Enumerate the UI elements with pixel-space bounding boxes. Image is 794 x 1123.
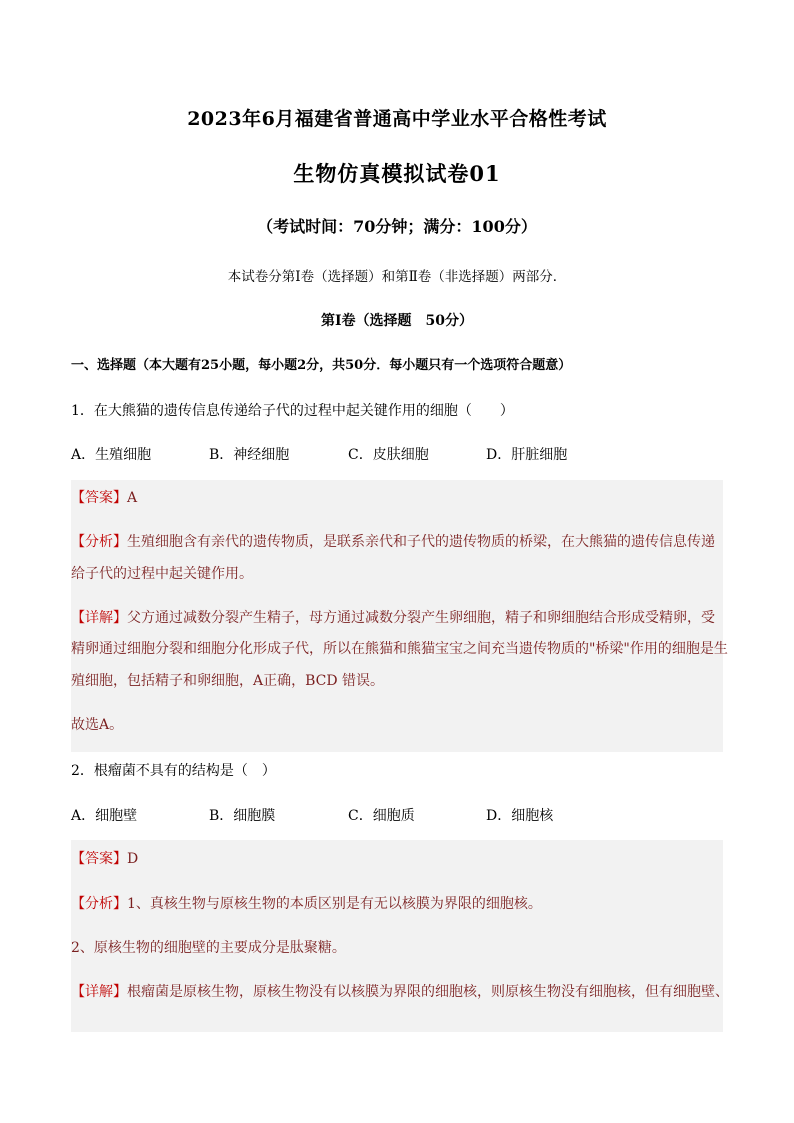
question-2-solution — [71, 840, 729, 1032]
paper-title: 生物仿真模拟试卷01 — [293, 161, 501, 186]
question-2-options — [71, 805, 721, 827]
analysis-label: 【分析】 — [71, 896, 127, 912]
question-1-stem: 1．在大熊猫的遗传信息传递给子代的过程中起关键作用的细胞（ ） — [71, 403, 514, 419]
analysis-line: 给子代的过程中起关键作用。 — [71, 566, 253, 582]
answer-value: D — [127, 851, 139, 867]
answer-label: 【答案】 — [71, 851, 127, 867]
option-b: B．神经细胞 — [209, 447, 290, 463]
paper-intro: 本试卷分第Ⅰ卷（选择题）和第Ⅱ卷（非选择题）两部分． — [227, 269, 567, 285]
detail-line: 殖细胞，包括精子和卵细胞，A正确，BCD 错误。 — [71, 673, 385, 689]
analysis-text: 生殖细胞含有亲代的遗传物质，是联系亲代和子代的遗传物质的桥梁，在大熊猫的遗传信息传递 — [127, 534, 715, 550]
option-d: D．肝脏细胞 — [486, 447, 568, 463]
analysis-label: 【分析】 — [71, 534, 127, 550]
time-info: （考试时间：70分钟；满分：100分） — [257, 217, 537, 236]
answer-label: 【答案】 — [71, 490, 127, 506]
section-heading: 一、选择题（本大题有25小题，每小题2分，共50分．每小题只有一个选项符合题意） — [71, 358, 572, 373]
option-c: C．细胞质 — [348, 808, 415, 824]
analysis-text: 1、真核生物与原核生物的本质区别是有无以核膜为界限的细胞核。 — [127, 896, 542, 912]
answer-value: A — [127, 490, 138, 506]
exam-title: 2023年6月福建省普通高中学业水平合格性考试 — [187, 108, 607, 130]
analysis-line — [71, 531, 715, 553]
option-a: A．细胞壁 — [71, 808, 138, 824]
option-b: B．细胞膜 — [209, 808, 276, 824]
option-d: D．细胞核 — [486, 808, 554, 824]
detail-line — [71, 607, 715, 629]
detail-text: 父方通过减数分裂产生精子，母方通过减数分裂产生卵细胞，精子和卵细胞结合形成受精卵，受 — [127, 610, 715, 626]
analysis-line — [71, 893, 542, 915]
option-a: A．生殖细胞 — [71, 447, 152, 463]
analysis-line: 2、原核生物的细胞壁的主要成分是肽聚糖。 — [71, 940, 346, 956]
detail-label: 【详解】 — [71, 610, 127, 626]
conclusion-line: 故选A。 — [71, 717, 124, 733]
answer-line — [71, 487, 137, 509]
question-1-solution — [71, 480, 728, 752]
part-title: 第Ⅰ卷（选择题 50分） — [320, 313, 474, 329]
detail-line: 精卵通过细胞分裂和细胞分化形成子代，所以在熊猫和熊猫宝宝之间充当遗传物质的"桥梁"作用的细胞是生 — [71, 641, 728, 657]
question-1-options — [71, 444, 721, 466]
option-c: C．皮肤细胞 — [348, 447, 429, 463]
question-2-stem: 2．根瘤菌不具有的结构是（ ） — [71, 763, 276, 779]
answer-line — [71, 848, 138, 870]
detail-line — [71, 981, 729, 1003]
detail-text: 根瘤菌是原核生物，原核生物没有以核膜为界限的细胞核，则原核生物没有细胞核，但有细胞壁、 — [127, 984, 729, 1000]
detail-label: 【详解】 — [71, 984, 127, 1000]
